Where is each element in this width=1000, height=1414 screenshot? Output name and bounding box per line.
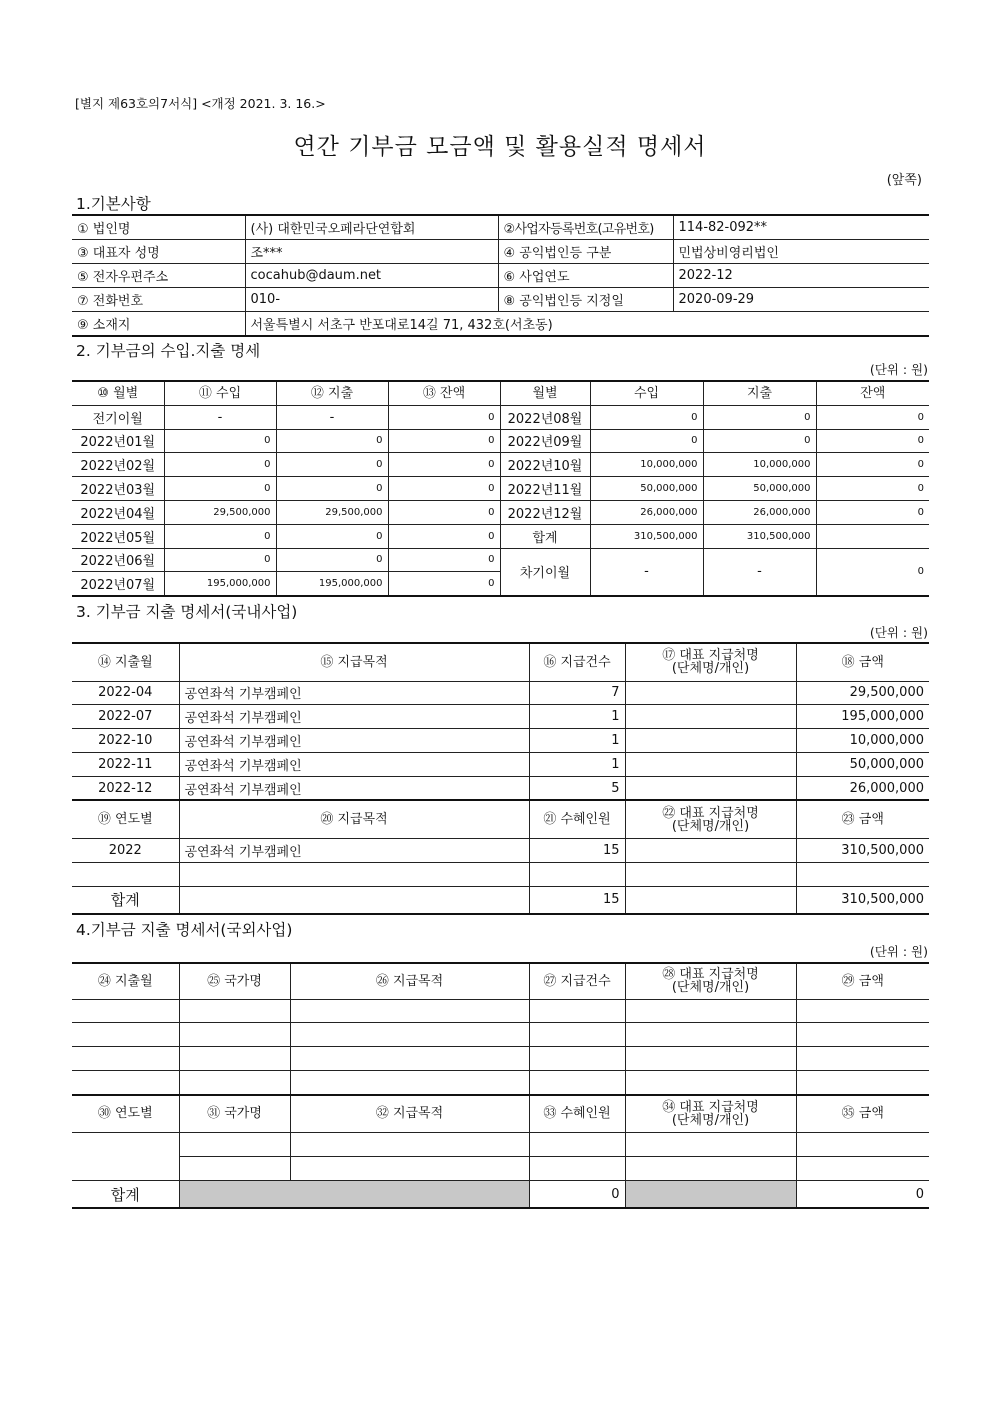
- beneficiaries-cell: [529, 862, 625, 886]
- expense-cell: 26,000,000: [703, 500, 816, 524]
- recipient-cell: [625, 862, 796, 886]
- table-row: [72, 1070, 929, 1094]
- table-row: [72, 500, 929, 524]
- col-recipient-2: [625, 800, 796, 838]
- month-cell: 2022년05월: [72, 524, 164, 548]
- purpose-cell: 공연좌석 기부캠페인: [179, 705, 529, 729]
- col-income-2: 수입: [590, 381, 703, 405]
- table-row: [72, 548, 929, 572]
- col-month: ⑩ 월별: [72, 381, 164, 405]
- recipient-header-line2: (단체명/개인): [671, 1112, 750, 1128]
- col-year: ⑲ 연도별: [72, 800, 179, 838]
- expense-cell: 29,500,000: [276, 500, 388, 524]
- email-value: cocahub@daum.net: [245, 264, 498, 288]
- corp-name-key: ① 법인명: [72, 215, 245, 240]
- income-cell: 0: [164, 524, 276, 548]
- table-row: [72, 681, 929, 705]
- expense-cell: 0: [703, 405, 816, 429]
- total-income: 310,500,000: [590, 524, 703, 548]
- income-cell: 26,000,000: [590, 500, 703, 524]
- purpose-cell: 공연좌석 기부캠페인: [179, 838, 529, 862]
- fiscal-year-value: 2022-12: [673, 264, 929, 288]
- recipient-header-line2: (단체명/개인): [671, 980, 750, 996]
- table-row: [72, 729, 929, 753]
- col-count: ㉗ 지급건수: [529, 963, 625, 999]
- month-cell: 2022년03월: [72, 477, 164, 501]
- table-row: [72, 1133, 929, 1157]
- balance-cell: 0: [816, 429, 929, 453]
- col-recipient: [625, 643, 796, 681]
- month-cell: 전기이월: [72, 405, 164, 429]
- col-expense-2: 지출: [703, 381, 816, 405]
- amount-cell: 195,000,000: [796, 705, 929, 729]
- expense-cell: 0: [703, 429, 816, 453]
- balance-cell: 0: [388, 572, 500, 596]
- month-cell: 2022년09월: [500, 429, 590, 453]
- expense-cell: 0: [276, 477, 388, 501]
- balance-cell: 0: [388, 500, 500, 524]
- expense-cell: -: [276, 405, 388, 429]
- table-row: [72, 752, 929, 776]
- designation-date-value: 2020-09-29: [673, 288, 929, 312]
- balance-cell: 0: [388, 524, 500, 548]
- total-purpose: [179, 886, 529, 914]
- basic-info-table: [72, 214, 929, 337]
- expense-month-cell: 2022-12: [72, 776, 179, 800]
- address-key: ⑨ 소재지: [72, 312, 245, 337]
- section-4-heading: 4.기부금 지출 명세서(국외사업): [76, 921, 293, 939]
- balance-cell: 0: [388, 429, 500, 453]
- table-row: [72, 405, 929, 429]
- expense-cell: 0: [276, 548, 388, 572]
- total-gray-cell: [625, 1180, 796, 1208]
- phone-key: ⑦ 전화번호: [72, 288, 245, 312]
- purpose-cell: 공연좌석 기부캠페인: [179, 729, 529, 753]
- amount-cell: [796, 862, 929, 886]
- balance-cell: 0: [816, 477, 929, 501]
- amount-cell: 310,500,000: [796, 838, 929, 862]
- month-cell: 2022년10월: [500, 453, 590, 477]
- expense-month-cell: 2022-10: [72, 729, 179, 753]
- table-row: [72, 705, 929, 729]
- table-row: [72, 999, 929, 1023]
- email-key: ⑤ 전자우편주소: [72, 264, 245, 288]
- col-amount: ㉙ 금액: [796, 963, 929, 999]
- table-row: [72, 838, 929, 862]
- recipient-header-line1: ㉞ 대표 지급처명: [662, 1099, 759, 1115]
- income-cell: -: [164, 405, 276, 429]
- month-cell: 2022년06월: [72, 548, 164, 572]
- recipient-header-line2: (단체명/개인): [671, 818, 750, 834]
- total-beneficiaries: 15: [529, 886, 625, 914]
- overseas-expense-table: [72, 962, 929, 1209]
- table-row: [72, 1156, 929, 1180]
- designation-date-key: ⑧ 공익법인등 지정일: [498, 288, 673, 312]
- year-cell: 2022: [72, 838, 179, 862]
- month-cell: 2022년12월: [500, 500, 590, 524]
- col-purpose-2: ㉜ 지급목적: [290, 1095, 529, 1133]
- total-balance: [816, 524, 929, 548]
- unit-label: (단위 : 원): [869, 625, 928, 640]
- col-count: ⑯ 지급건수: [529, 643, 625, 681]
- year-cell: [72, 862, 179, 886]
- front-side-label: (앞쪽): [886, 173, 922, 188]
- corp-type-value: 민법상비영리법인: [673, 240, 929, 264]
- col-amount-2: ㉓ 금액: [796, 800, 929, 838]
- corp-type-key: ④ 공익법인등 구분: [498, 240, 673, 264]
- col-country-2: ㉛ 국가명: [179, 1095, 290, 1133]
- col-income: ⑪ 수입: [164, 381, 276, 405]
- recipient-header-line2: (단체명/개인): [671, 661, 750, 677]
- income-cell: 10,000,000: [590, 453, 703, 477]
- balance-cell: 0: [816, 405, 929, 429]
- section-2-heading: 2. 기부금의 수입.지출 명세: [76, 342, 261, 360]
- section-3-heading: 3. 기부금 지출 명세서(국내사업): [76, 603, 298, 621]
- amount-cell: 26,000,000: [796, 776, 929, 800]
- carry-expense: -: [703, 548, 816, 596]
- recipient-cell: [625, 776, 796, 800]
- expense-cell: 50,000,000: [703, 477, 816, 501]
- col-amount-2: ㉟ 금액: [796, 1095, 929, 1133]
- col-expense-month: ⑭ 지출월: [72, 643, 179, 681]
- count-cell: 1: [529, 705, 625, 729]
- table-row: [72, 453, 929, 477]
- table-row: [72, 524, 929, 548]
- beneficiaries-cell: 15: [529, 838, 625, 862]
- fiscal-year-key: ⑥ 사업연도: [498, 264, 673, 288]
- recipient-cell: [625, 729, 796, 753]
- expense-cell: 0: [276, 453, 388, 477]
- col-purpose-2: ⑳ 지급목적: [179, 800, 529, 838]
- total-label: 합계: [72, 886, 179, 914]
- count-cell: 5: [529, 776, 625, 800]
- total-gray-cell: [179, 1180, 529, 1208]
- rep-name-key: ③ 대표자 성명: [72, 240, 245, 264]
- month-cell: 2022년11월: [500, 477, 590, 501]
- col-expense-month: ㉔ 지출월: [72, 963, 179, 999]
- total-beneficiaries: 0: [529, 1180, 625, 1208]
- table-row: [72, 429, 929, 453]
- recipient-cell: [625, 705, 796, 729]
- section-1-heading: 1.기본사항: [76, 195, 151, 213]
- col-recipient-2: [625, 1095, 796, 1133]
- income-cell: 29,500,000: [164, 500, 276, 524]
- reg-number-key: ②사업자등록번호(고유번호): [498, 215, 673, 240]
- total-recipient: [625, 886, 796, 914]
- month-cell: 2022년04월: [72, 500, 164, 524]
- expense-cell: 195,000,000: [276, 572, 388, 596]
- domestic-expense-table: [72, 642, 929, 915]
- total-label: 합계: [500, 524, 590, 548]
- expense-month-cell: 2022-07: [72, 705, 179, 729]
- phone-value: 010-: [245, 288, 498, 312]
- income-cell: 50,000,000: [590, 477, 703, 501]
- month-cell: 2022년08월: [500, 405, 590, 429]
- purpose-cell: 공연좌석 기부캠페인: [179, 776, 529, 800]
- corp-name-value: (사) 대한민국오페라단연합회: [245, 215, 498, 240]
- balance-cell: 0: [388, 453, 500, 477]
- income-cell: 195,000,000: [164, 572, 276, 596]
- page-title: 연간 기부금 모금액 및 활용실적 명세서: [293, 134, 707, 160]
- balance-cell: 0: [816, 500, 929, 524]
- total-amount: 0: [796, 1180, 929, 1208]
- purpose-cell: [179, 862, 529, 886]
- month-cell: 2022년01월: [72, 429, 164, 453]
- col-beneficiaries: ㉝ 수혜인원: [529, 1095, 625, 1133]
- income-cell: 0: [590, 429, 703, 453]
- recipient-header-line1: ㉒ 대표 지급처명: [662, 805, 759, 821]
- table-row: [72, 477, 929, 501]
- col-amount: ⑱ 금액: [796, 643, 929, 681]
- rep-name-value: 조***: [245, 240, 498, 264]
- reg-number-value: 114-82-092**: [673, 215, 929, 240]
- expense-cell: 0: [276, 524, 388, 548]
- table-row: [72, 1047, 929, 1071]
- balance-cell: 0: [388, 405, 500, 429]
- purpose-cell: 공연좌석 기부캠페인: [179, 752, 529, 776]
- col-year: ㉚ 연도별: [72, 1095, 179, 1133]
- balance-cell: 0: [816, 453, 929, 477]
- amount-cell: 50,000,000: [796, 752, 929, 776]
- col-expense: ⑫ 지출: [276, 381, 388, 405]
- expense-month-cell: 2022-11: [72, 752, 179, 776]
- recipient-cell: [625, 681, 796, 705]
- total-row: [72, 886, 929, 914]
- balance-cell: 0: [388, 548, 500, 572]
- amount-cell: 29,500,000: [796, 681, 929, 705]
- recipient-header-line1: ⑰ 대표 지급처명: [662, 648, 759, 664]
- col-beneficiaries: ㉑ 수혜인원: [529, 800, 625, 838]
- col-balance-2: 잔액: [816, 381, 929, 405]
- count-cell: 1: [529, 752, 625, 776]
- recipient-cell: [625, 752, 796, 776]
- income-cell: 0: [164, 548, 276, 572]
- col-purpose: ⑮ 지급목적: [179, 643, 529, 681]
- table-row: [72, 776, 929, 800]
- amount-cell: 10,000,000: [796, 729, 929, 753]
- form-tag: [별지 제63호의7서식] <개정 2021. 3. 16.>: [75, 96, 326, 111]
- income-cell: 0: [590, 405, 703, 429]
- income-cell: 0: [164, 477, 276, 501]
- balance-cell: 0: [388, 477, 500, 501]
- expense-cell: 0: [276, 429, 388, 453]
- recipient-header-line1: ㉘ 대표 지급처명: [662, 967, 759, 983]
- address-value: 서울특별시 서초구 반포대로14길 71, 432호(서초동): [245, 312, 929, 337]
- table-row: [72, 1023, 929, 1047]
- expense-cell: 10,000,000: [703, 453, 816, 477]
- month-cell: 2022년07월: [72, 572, 164, 596]
- count-cell: 1: [529, 729, 625, 753]
- unit-label: (단위 : 원): [869, 944, 928, 959]
- income-cell: 0: [164, 429, 276, 453]
- count-cell: 7: [529, 681, 625, 705]
- total-expense: 310,500,000: [703, 524, 816, 548]
- col-country: ㉕ 국가명: [179, 963, 290, 999]
- total-amount: 310,500,000: [796, 886, 929, 914]
- col-recipient: [625, 963, 796, 999]
- carry-forward-label: 차기이월: [500, 548, 590, 596]
- month-cell: 2022년02월: [72, 453, 164, 477]
- col-month-2: 월별: [500, 381, 590, 405]
- recipient-cell: [625, 838, 796, 862]
- total-label: 합계: [72, 1180, 179, 1208]
- total-row: [72, 1180, 929, 1208]
- carry-balance: 0: [816, 548, 929, 596]
- col-purpose: ㉖ 지급목적: [290, 963, 529, 999]
- carry-income: -: [590, 548, 703, 596]
- expense-month-cell: 2022-04: [72, 681, 179, 705]
- income-expense-table: [72, 380, 929, 597]
- income-cell: 0: [164, 453, 276, 477]
- unit-label: (단위 : 원): [869, 362, 928, 377]
- purpose-cell: 공연좌석 기부캠페인: [179, 681, 529, 705]
- col-balance: ⑬ 잔액: [388, 381, 500, 405]
- table-row: [72, 862, 929, 886]
